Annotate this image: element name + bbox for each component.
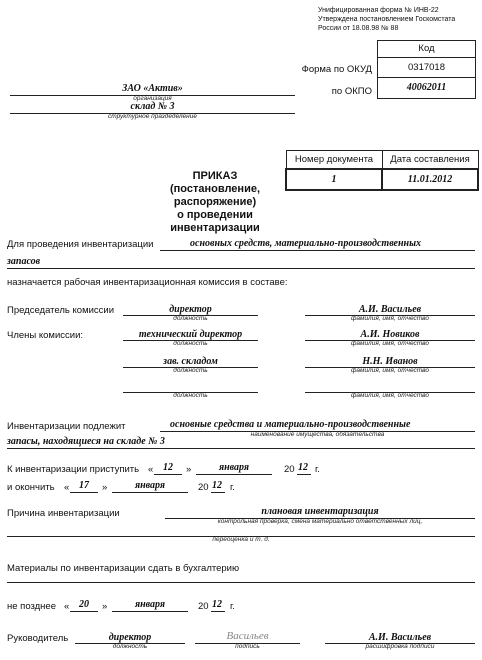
doc-date-header: Дата составления [382, 151, 478, 170]
org-name: ЗАО «Актив» [122, 83, 183, 94]
member2-name-caption: фамилия, имя, отчество [350, 367, 430, 374]
for-value: основных средств, материально-производственных [190, 238, 422, 249]
reason-caption2: переоценка и т. д. [212, 536, 270, 543]
deadline-year-prefix: 20 [198, 601, 209, 612]
deadline-quote-close: » [102, 601, 108, 612]
end-year-suffix: г. [230, 482, 235, 493]
head-signature-caption: подпись [235, 643, 260, 650]
member1-name: А.И. Новиков [360, 329, 420, 340]
end-day: 17 [79, 480, 89, 491]
deadline-year-suffix: г. [230, 601, 235, 612]
chair-position-caption: должность [173, 315, 208, 322]
form-info [318, 6, 455, 33]
head-label: Руководитель [7, 633, 69, 644]
reason-value: плановая инвентаризация [261, 506, 379, 517]
end-year-prefix: 20 [198, 482, 209, 493]
start-month: января [218, 462, 250, 473]
org-unit-caption: структурное праздеделение [108, 113, 197, 120]
end-label: и окончить [7, 482, 55, 493]
start-year-line [297, 474, 311, 475]
form-line3: России от 18.08.98 № 88 [318, 25, 399, 32]
member1-name-caption: фамилия, имя, отчество [350, 340, 430, 347]
deadline-year-line [211, 611, 225, 612]
for-line [160, 250, 475, 251]
deadline-month: января [134, 599, 166, 610]
member2-position: зав. складом [163, 356, 218, 367]
doc-date-value: 11.01.2012 [382, 169, 478, 190]
end-year-line [211, 492, 225, 493]
end-year: 12 [212, 480, 222, 491]
start-year-prefix: 20 [284, 464, 295, 475]
member1-position-caption: должность [173, 340, 208, 347]
materials-line [7, 582, 475, 583]
okud-value: 0317018 [377, 57, 476, 78]
deadline-label: не позднее [7, 601, 56, 612]
end-quote-close: » [102, 482, 108, 493]
chair-name: А.И. Васильев [358, 304, 422, 315]
subject-label: Инвентаризации подлежит [7, 421, 126, 432]
head-signature: Васильев [226, 630, 269, 642]
end-month-line [112, 492, 188, 493]
subject-value: основные средства и материально-производственные [170, 419, 411, 430]
deadline-year: 12 [212, 599, 222, 610]
member3-position-caption: должность [173, 392, 208, 399]
okud-label: Форма по ОКУД [301, 64, 372, 75]
start-quote-close: » [186, 464, 192, 475]
materials-label: Материалы по инвентаризации сдать в бухгалтерию [7, 563, 240, 574]
title-line1: ПРИКАЗ [192, 170, 238, 182]
subject-value2: запасы, находящиеся на складе № 3 [7, 436, 165, 447]
reason-caption1: контрольная проверка, смена материально ответственных лиц, [217, 518, 423, 525]
org-unit: склад № 3 [130, 101, 175, 112]
org-name-caption: организация [133, 95, 172, 102]
members-label: Члены комиссии: [7, 330, 84, 341]
head-name-caption: расшифровка подписи [365, 643, 435, 650]
member3-name-caption: фамилия, имя, отчество [350, 392, 430, 399]
for-value2: запасов [7, 256, 41, 267]
start-day-line [154, 474, 182, 475]
okpo-value: 40062011 [377, 77, 476, 99]
head-position: директор [108, 632, 152, 643]
start-month-line [196, 474, 272, 475]
member2-name: Н.Н. Иванов [362, 356, 418, 367]
deadline-quote-open: « [64, 601, 70, 612]
head-position-caption: должность [112, 643, 148, 650]
title-line3: о проведении инвентаризации [170, 209, 260, 234]
form-line2: Утверждена постановлением Госкомстата [318, 16, 456, 23]
subject-line2 [7, 448, 475, 449]
chair-position: директор [169, 304, 212, 315]
chair-label: Председатель комиссии [7, 305, 115, 316]
title-line2: (постановление, распоряжение) [169, 183, 261, 208]
end-quote-open: « [64, 482, 70, 493]
start-year: 12 [298, 462, 308, 473]
head-name: А.И. Васильев [368, 632, 432, 643]
start-label: К инвентаризации приступить [7, 464, 140, 475]
member2-position-caption: должность [173, 367, 208, 374]
document-title [140, 170, 290, 235]
deadline-month-line [112, 611, 188, 612]
start-year-suffix: г. [315, 464, 320, 475]
doc-number-table [285, 150, 479, 191]
deadline-day-line [70, 611, 98, 612]
okpo-label: по ОКПО [331, 86, 372, 97]
chair-name-caption: фамилия, имя, отчество [350, 315, 430, 322]
end-day-line [70, 492, 98, 493]
for-label: Для проведения инвентаризации [7, 239, 154, 250]
start-day: 12 [163, 462, 173, 473]
deadline-day: 20 [79, 599, 89, 610]
reason-label: Причина инвентаризации [7, 508, 120, 519]
form-line1: Унифицированная форма № ИНВ-22 [318, 7, 439, 14]
member1-position: технический директор [138, 329, 243, 340]
doc-num-value: 1 [286, 169, 382, 190]
kod-header: Код [377, 40, 476, 58]
doc-num-header: Номер документа [286, 151, 382, 170]
subject-caption: наименование имущества, обязательства [250, 431, 385, 438]
end-month: января [134, 480, 166, 491]
for-line2 [7, 268, 475, 269]
start-quote-open: « [148, 464, 154, 475]
commission-text: назначается рабочая инвентаризационная комиссия в составе: [7, 277, 288, 288]
